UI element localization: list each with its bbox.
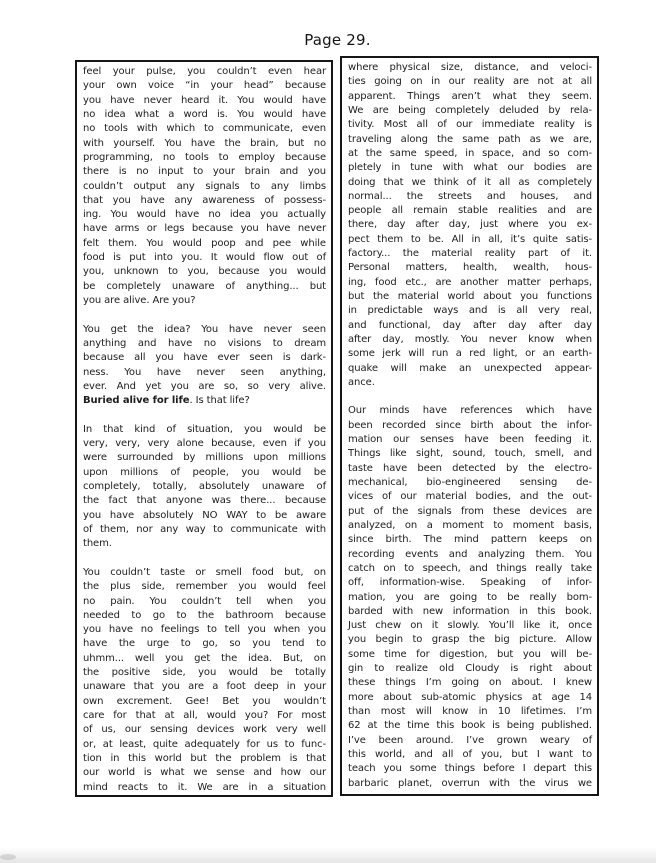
text-line: no pain. You couldn’t tell when you bbox=[83, 595, 326, 607]
text-line: traveling along the same path as we are, bbox=[348, 133, 592, 145]
text-line: and functional, day after day after day bbox=[348, 319, 592, 331]
text-line: catch on to speech, and things really take bbox=[348, 562, 592, 574]
text-line: than most will know in 10 lifetimes. I’m bbox=[348, 706, 592, 718]
text-line: the positive side, you would be totally bbox=[83, 667, 326, 679]
text-line: more about sub-atomic physics at age 14 bbox=[348, 691, 592, 703]
paragraph bbox=[83, 566, 326, 795]
text-line: apparent. Things aren’t what they seem. bbox=[348, 90, 592, 102]
text-line: but the material world about you functions bbox=[348, 291, 592, 302]
text-line: you have never heard it. You would have bbox=[83, 94, 326, 106]
text-line: ing, food etc., are another matter perhaps, bbox=[348, 276, 592, 288]
text-line: very, very, very alone because, even if you bbox=[83, 438, 326, 450]
text-line: 62 at the time this book is being published. bbox=[348, 720, 592, 732]
text-line: or, at least, quite adequately for us to func- bbox=[83, 738, 326, 750]
text-line: vices of our material bodies, and the out- bbox=[348, 491, 592, 503]
text-line: analyzed, on a moment to moment basis, bbox=[348, 519, 592, 531]
text-line: you have no feelings to tell you when you bbox=[83, 624, 326, 636]
text-line: you have absolutely NO WAY to be aware bbox=[83, 509, 326, 521]
text-line: that you have any awareness of possess- bbox=[83, 194, 326, 206]
text-line: tion in this world but the problem is that bbox=[83, 752, 326, 764]
text-line: Our minds have references which have bbox=[348, 405, 592, 417]
text-line: your own voice “in your head” because bbox=[83, 80, 326, 92]
text-line: mation, you are going to be really bom- bbox=[348, 591, 592, 603]
text-line: barded with new information in this book. bbox=[348, 605, 592, 617]
text-line: have the urge to go, so you tend to bbox=[83, 638, 326, 650]
text-line: you begin to grasp the big picture. Allow bbox=[348, 634, 592, 646]
text-line: Just chew on it slowly. You’ll like it, once bbox=[348, 620, 592, 632]
text-line: since birth. The mind pattern keeps on bbox=[348, 534, 592, 546]
text-line: Things like sight, sound, touch, smell, and bbox=[348, 448, 592, 460]
text-line: ties going on in our reality are not at all bbox=[348, 76, 592, 88]
text-line: anything and have no visions to dream bbox=[83, 337, 326, 349]
text-line: doing that we think of it all as completely bbox=[348, 176, 592, 188]
text-line: taste have been detected by the electro- bbox=[348, 462, 592, 474]
text-line: completely, totally, absolutely unaware of bbox=[83, 481, 326, 493]
text-line: own excrement. Gee! Bet you wouldn’t bbox=[83, 695, 326, 707]
paragraph bbox=[83, 323, 326, 409]
text-line: been recorded since birth about the infor- bbox=[348, 419, 592, 431]
paragraph bbox=[83, 65, 326, 308]
text-line: uhmm... well you get the idea. But, on bbox=[83, 652, 326, 664]
text-line: You couldn’t taste or smell food but, on bbox=[83, 566, 326, 578]
text-line: barbaric planet, overrun with the virus we bbox=[348, 777, 592, 789]
bold-text: Buried alive for life bbox=[83, 395, 190, 407]
paragraph bbox=[83, 423, 326, 552]
text-line: these things I’m going on about. I knew bbox=[348, 677, 592, 689]
text-line: ever. And yet you are so, so very alive. bbox=[83, 380, 326, 392]
left-column bbox=[75, 60, 333, 797]
text-line: normal... the streets and houses, and bbox=[348, 190, 592, 202]
text-line: food is put into you. It would flow out of bbox=[83, 252, 326, 264]
text-line: pect them to be. All in all, it’s quite satis- bbox=[348, 233, 592, 245]
text-segment: . Is that life? bbox=[189, 395, 250, 407]
text-line: ness. You have never seen anything, bbox=[83, 366, 326, 378]
text-line: quake will make an unexpected appear- bbox=[348, 362, 592, 374]
text-line: You get the idea? You have never seen bbox=[83, 323, 326, 335]
text-line: recording events and analyzing them. You bbox=[348, 548, 592, 560]
text-line: because all you have ever seen is dark- bbox=[83, 352, 326, 364]
text-line: with yourself. You have the brain, but no bbox=[83, 137, 326, 149]
text-line: have arms or legs because you have never bbox=[83, 223, 326, 235]
page-number: Page 29. bbox=[304, 31, 371, 49]
paragraph bbox=[348, 404, 592, 790]
text-line: of them, nor any way to communicate with bbox=[83, 523, 326, 535]
text-line: needed to go to the bathroom because bbox=[83, 609, 326, 621]
text-line: be completely unaware of anything... but bbox=[83, 280, 326, 292]
text-line: programming, no tools to employ because bbox=[83, 151, 326, 163]
text-line: pletely in tune with what our bodies are bbox=[348, 162, 592, 174]
paragraph bbox=[348, 61, 592, 390]
text-line: the plus side, remember you would feel bbox=[83, 581, 326, 593]
text-line: felt them. You would poop and pee while bbox=[83, 237, 326, 249]
text-line: some time for digestion, but you will be- bbox=[348, 648, 592, 660]
text-line: mind reacts to it. We are in a situation bbox=[83, 781, 326, 793]
text-line: there is no input to your brain and you bbox=[83, 166, 326, 178]
text-line: I’ve been around. I’ve grown weary of bbox=[348, 734, 592, 746]
text-line: upon millions of people, you would be bbox=[83, 466, 326, 478]
text-line: Personal matters, health, wealth, hous- bbox=[348, 262, 592, 274]
text-line: mechanical, bio-engineered sensing de- bbox=[348, 477, 592, 489]
text-line: put of the signals from these devices are bbox=[348, 505, 592, 517]
text-line: feel your pulse, you couldn’t even hear bbox=[83, 66, 326, 77]
text-line: the fact that anyone was there... because bbox=[83, 495, 326, 507]
text-line: We are being completely deluded by rela- bbox=[348, 104, 592, 116]
scan-smudge bbox=[0, 854, 16, 860]
text-line: you are alive. Are you? bbox=[83, 295, 196, 306]
text-line: unaware that you are a foot deep in your bbox=[83, 681, 326, 693]
text-line: people all remain stable realities and are bbox=[348, 205, 592, 217]
text-line: ing. You would have no idea you actually bbox=[83, 209, 326, 221]
text-line bbox=[83, 394, 326, 408]
text-line: teach you some things before I depart this bbox=[348, 763, 592, 775]
text-line: were surrounded by millions upon millions bbox=[83, 452, 326, 464]
text-line: ance. bbox=[348, 376, 375, 388]
text-line: gin to realize old Cloudy is right about bbox=[348, 663, 592, 675]
text-line: where physical size, distance, and veloci- bbox=[348, 62, 592, 73]
text-line: some jerk will run a red light, or an earth- bbox=[348, 348, 592, 360]
text-line: this world, and all of you, but I want to bbox=[348, 748, 592, 760]
scan-shadow bbox=[0, 847, 656, 863]
text-line: tivity. Most all of our immediate reality is bbox=[348, 119, 592, 131]
text-line: care for that at all, would you? For most bbox=[83, 710, 326, 722]
text-line: them. bbox=[83, 538, 112, 550]
text-line: in predictable ways and is all very real, bbox=[348, 305, 592, 317]
text-line: there, day after day, just where you ex- bbox=[348, 219, 592, 231]
text-line: off, information-wise. Speaking of infor- bbox=[348, 577, 592, 589]
text-line: you, unknown to you, because you would bbox=[83, 266, 326, 278]
text-line: no tools with which to communicate, even bbox=[83, 123, 326, 135]
text-line: at the same speed, in space, and so com- bbox=[348, 147, 592, 159]
text-line: no idea what a word is. You would have bbox=[83, 108, 326, 120]
text-line: couldn’t output any signals to any limbs bbox=[83, 180, 326, 192]
text-line: mation our senses have been feeding it. bbox=[348, 434, 592, 446]
text-line: our world is what we sense and how our bbox=[83, 767, 326, 779]
text-line: after day, mostly. You never know when bbox=[348, 333, 592, 345]
right-column bbox=[340, 56, 599, 796]
text-line: of us, our sensing devices work very well bbox=[83, 724, 326, 736]
text-line: In that kind of situation, you would be bbox=[83, 423, 326, 435]
text-line: factory... the material reality part of it. bbox=[348, 248, 592, 260]
